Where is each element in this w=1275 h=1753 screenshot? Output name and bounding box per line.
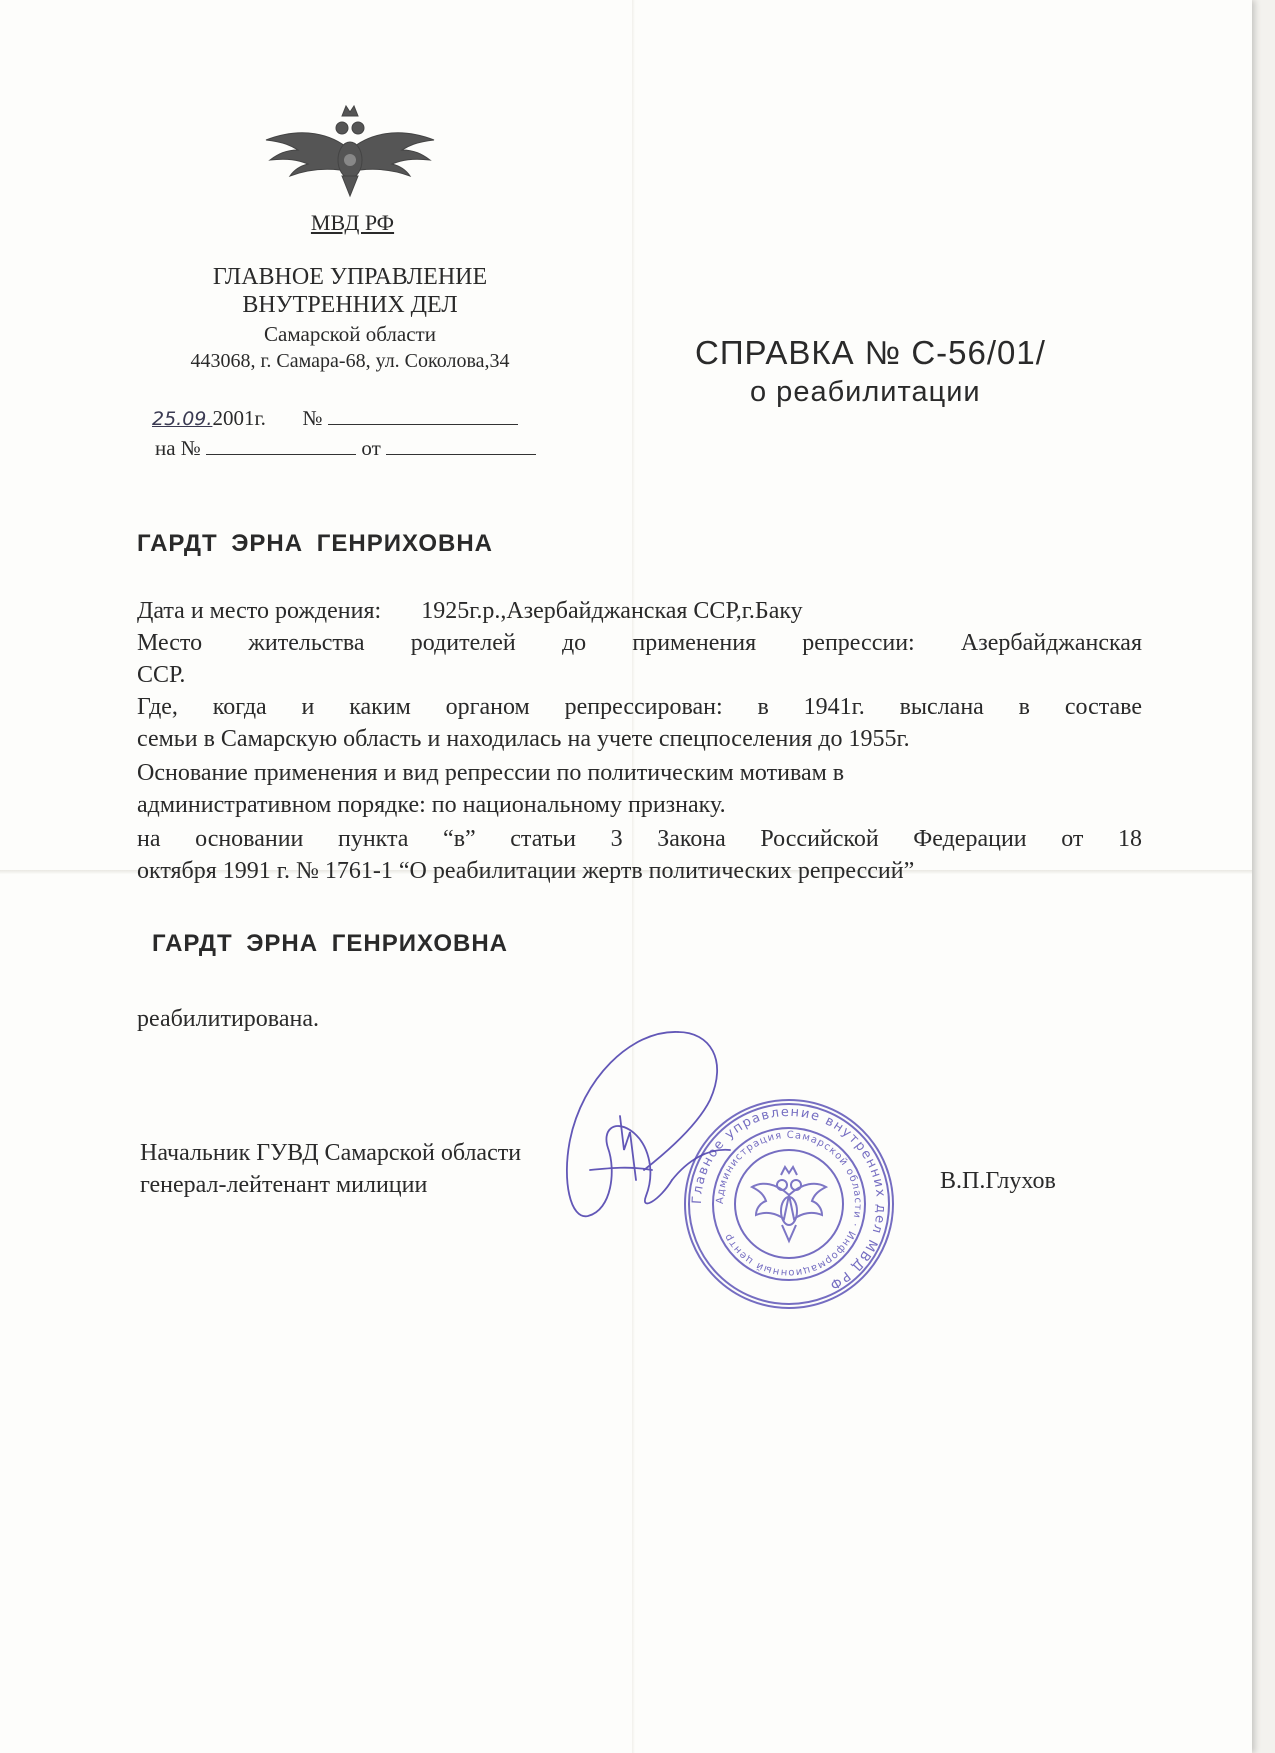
reply-label: на № — [155, 436, 201, 460]
stamp-outer-text: Главное управление внутренних дел МВД РФ — [689, 1104, 889, 1293]
certificate-subtitle: о реабилитации — [750, 376, 981, 408]
signature-scribble — [560, 1020, 760, 1240]
basis-line-2: административном порядке: по национальному признаку. — [137, 792, 726, 818]
org-region: Самарской области — [264, 322, 436, 346]
law-line-2: октября 1991 г. № 1761-1 “О реабилитации жертв политических репрессий” — [137, 858, 915, 884]
signatory-position-2: генерал-лейтенант милиции — [140, 1172, 428, 1198]
certificate-title: СПРАВКА № С-56/01/ — [695, 334, 1046, 371]
birth-label: Дата и место рождения: — [137, 598, 382, 624]
org-address: 443068, г. Самара-68, ул. Соколова,34 — [190, 350, 510, 372]
reply-date-blank — [386, 436, 536, 455]
basis-line-1: Основание применения и вид репрессии по политическим мотивам в — [137, 760, 845, 786]
number-blank — [328, 406, 518, 425]
person-name: ГАРДТ ЭРНА ГЕНРИХОВНА — [137, 530, 494, 557]
eagle-emblem-icon — [262, 104, 438, 200]
ref-reply-line — [155, 436, 536, 461]
ref-date-line — [152, 406, 518, 431]
date-year: 2001г. — [212, 406, 266, 430]
signatory-name: В.П.Глухов — [940, 1168, 1056, 1194]
stamp-eagle-icon — [752, 1167, 826, 1241]
from-label: от — [361, 436, 381, 460]
reply-number-blank — [206, 436, 356, 455]
birth-value: 1925г.р.,Азербайджанская ССР,г.Баку — [421, 598, 803, 624]
residence-line-2: ССР. — [137, 662, 186, 688]
person-name-repeat: ГАРДТ ЭРНА ГЕНРИХОВНА — [152, 930, 509, 957]
law-line-1: на основании пункта “в” статьи 3 Закона Российской Федерации от 18 — [137, 826, 1142, 852]
org-line-2: ВНУТРЕННИХ ДЕЛ — [242, 292, 458, 318]
repressed-line-1: Где, когда и каким органом репрессирован: в 1941г. выслана в составе — [137, 694, 1142, 720]
org-line-1: ГЛАВНОЕ УПРАВЛЕНИЕ — [212, 264, 488, 290]
ministry-label: МВД РФ — [310, 210, 395, 235]
birth-line — [137, 598, 803, 625]
stamp-inner-text: Администрация Самарской области · Информационный центр — [714, 1129, 864, 1279]
residence-line-1: Место жительства родителей до применения репрессии: Азербайджанская — [137, 630, 1142, 656]
number-label: № — [302, 406, 323, 430]
repressed-line-2: семьи в Самарскую область и находилась на учете спецпоселения до 1955г. — [137, 726, 910, 752]
handwritten-date: 25.09. — [152, 408, 213, 430]
signatory-position-1: Начальник ГУВД Самарской области — [140, 1140, 522, 1166]
verdict: реабилитирована. — [137, 1006, 319, 1032]
